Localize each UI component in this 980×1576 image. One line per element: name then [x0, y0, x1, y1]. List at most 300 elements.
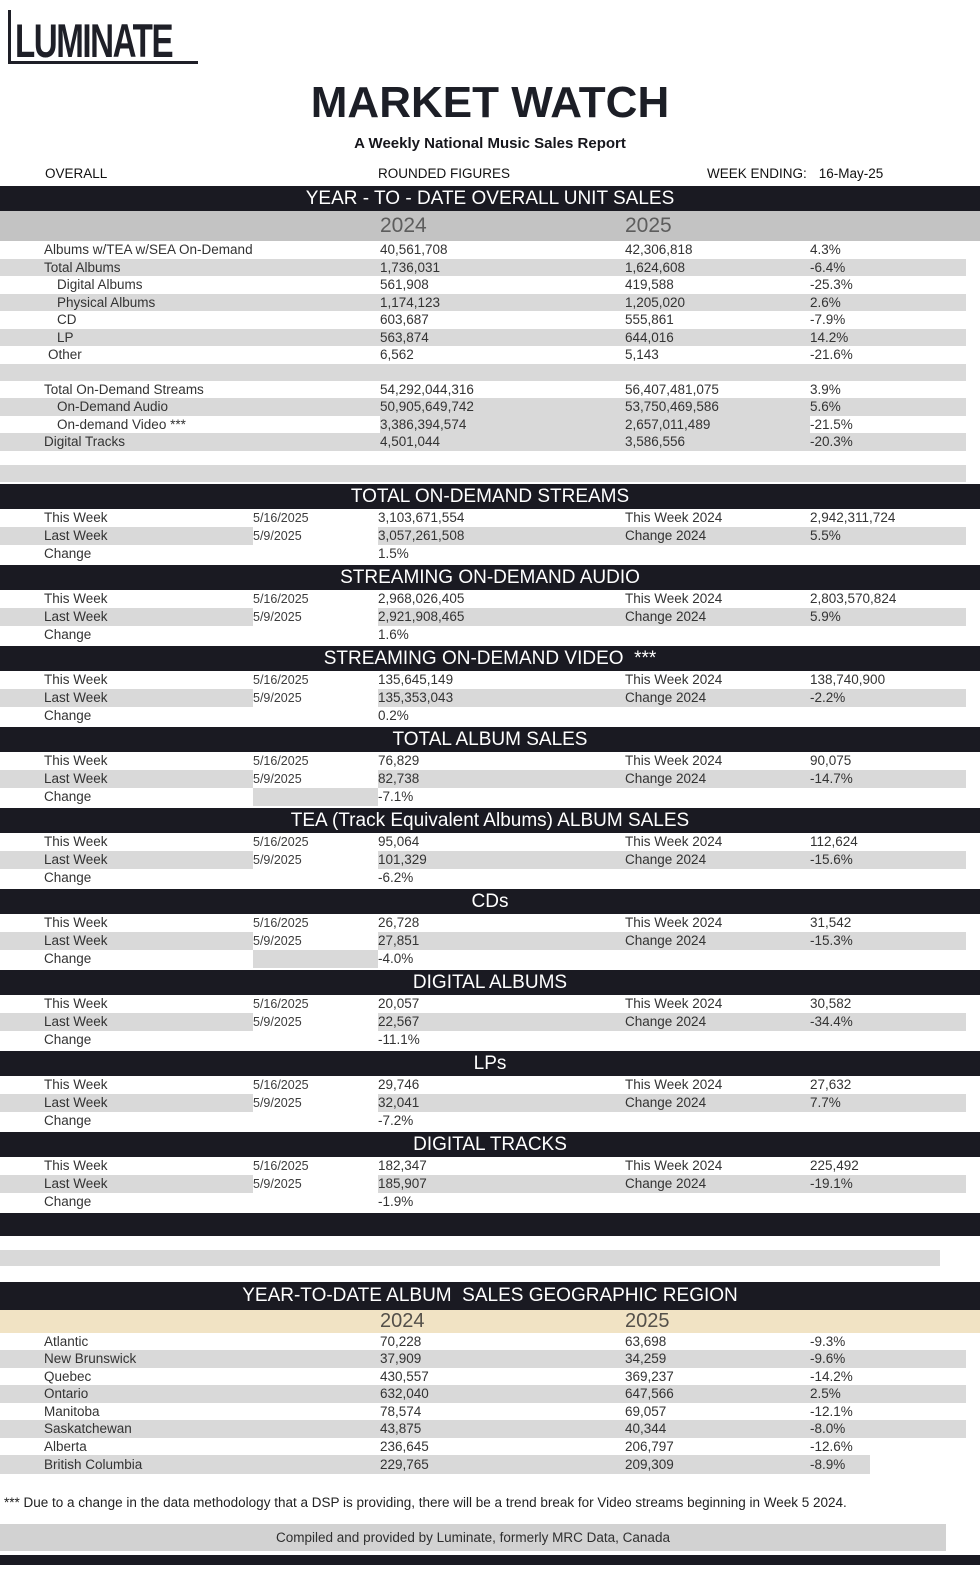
table-row	[0, 381, 966, 399]
spacer-row	[0, 451, 966, 465]
region-label: Saskatchewan	[44, 1421, 132, 1436]
footer-credit: Compiled and provided by Luminate, formerly MRC Data, Canada	[0, 1524, 946, 1551]
pct-change: -8.9%	[810, 1457, 846, 1472]
change-value: -7.2%	[378, 1112, 414, 1128]
change-date-cell	[253, 1112, 378, 1130]
value-2024: 6,562	[380, 347, 414, 362]
value-2024: 603,687	[380, 312, 429, 327]
weekly-section	[0, 646, 980, 725]
row-change	[0, 869, 966, 887]
bottom-bar	[0, 1555, 980, 1565]
row-label: Albums w/TEA w/SEA On-Demand	[44, 242, 253, 257]
weekly-sections	[0, 484, 980, 1211]
rounded-figures-label: ROUNDED FIGURES	[377, 166, 510, 181]
value-2024: 236,645	[380, 1438, 429, 1454]
this-week-label: This Week	[44, 752, 108, 768]
geo-row	[0, 1333, 966, 1351]
value-2025: 644,016	[625, 329, 674, 345]
empty-cell	[810, 1112, 966, 1130]
change-value: 1.6%	[378, 626, 409, 642]
geo-row	[0, 1455, 870, 1474]
this-week-value: 135,645,149	[378, 671, 454, 687]
pct-change: 2.6%	[810, 294, 841, 310]
weekly-section	[0, 565, 980, 644]
last-week-value: 185,907	[378, 1175, 427, 1191]
pct-change: 3.9%	[810, 381, 841, 397]
change-label: Change	[44, 1193, 92, 1209]
weekly-section	[0, 808, 980, 887]
last-week-label: Last Week	[44, 851, 108, 867]
this-week-value: 29,746	[378, 1076, 420, 1092]
week-ending-label: WEEK ENDING:	[707, 166, 807, 181]
value-2024: 563,874	[380, 329, 429, 345]
empty-cell	[810, 1031, 966, 1049]
change-2024-value: 7.7%	[810, 1094, 841, 1110]
value-2025: 42,306,818	[625, 242, 693, 257]
last-week-value: 135,353,043	[378, 689, 454, 705]
change-2024-value: -15.6%	[810, 851, 853, 867]
last-week-value: 27,851	[378, 932, 420, 948]
table-row	[0, 241, 966, 259]
geo-banner: YEAR-TO-DATE ALBUM SALES GEOGRAPHIC REGION	[0, 1282, 980, 1310]
region-label: Alberta	[44, 1438, 87, 1454]
weekly-section	[0, 727, 980, 806]
change-2024-label: Change 2024	[625, 527, 707, 543]
change-2024-label: Change 2024	[625, 932, 707, 948]
change-2024-value: 5.5%	[810, 527, 841, 543]
geo-row	[0, 1350, 966, 1368]
this-week-value: 182,347	[378, 1157, 427, 1173]
change-2024-label: Change 2024	[625, 770, 707, 786]
last-week-date: 5/9/2025	[253, 1175, 378, 1193]
last-week-value: 2,921,908,465	[378, 608, 465, 624]
row-label: On-demand Video ***	[57, 416, 186, 432]
change-2024-value: -34.4%	[810, 1013, 853, 1029]
row-this-week	[0, 671, 966, 689]
this-week-value: 76,829	[378, 752, 420, 768]
value-2025: 419,588	[625, 277, 674, 292]
last-week-date: 5/9/2025	[253, 608, 378, 626]
pct-change: 2.5%	[810, 1386, 841, 1401]
last-week-date: 5/9/2025	[253, 1013, 378, 1031]
empty-cell	[625, 950, 810, 968]
spacer-row	[0, 364, 966, 381]
change-date-cell	[253, 545, 378, 563]
change-label: Change	[44, 1112, 92, 1128]
section-banner: CDs	[0, 889, 980, 914]
this-week-value: 3,103,671,554	[378, 509, 465, 525]
region-label: Ontario	[44, 1386, 89, 1401]
row-this-week	[0, 509, 966, 527]
value-2025: 40,344	[625, 1421, 667, 1436]
value-2024: 561,908	[380, 277, 429, 292]
value-2024: 37,909	[380, 1351, 422, 1366]
value-2025: 63,698	[625, 1333, 667, 1349]
value-2024: 1,174,123	[380, 294, 441, 310]
value-2024: 70,228	[380, 1333, 422, 1349]
this-week-2024-label: This Week 2024	[625, 914, 723, 930]
row-label: Physical Albums	[57, 294, 156, 310]
value-2024: 78,574	[380, 1403, 422, 1419]
change-value: 0.2%	[378, 707, 409, 723]
last-week-value: 22,567	[378, 1013, 420, 1029]
geo-row	[0, 1403, 966, 1421]
this-week-date: 5/16/2025	[253, 1077, 309, 1092]
row-label: LP	[57, 329, 74, 345]
table-row	[0, 259, 966, 277]
week-ending-value: 16-May-25	[818, 166, 884, 181]
this-week-2024-label: This Week 2024	[625, 509, 723, 525]
last-week-value: 3,057,261,508	[378, 527, 465, 543]
change-date-cell	[253, 626, 378, 644]
pct-change: -8.0%	[810, 1421, 846, 1436]
value-2025: 209,309	[625, 1457, 674, 1472]
this-week-date: 5/16/2025	[253, 672, 309, 687]
this-week-2024-label: This Week 2024	[625, 833, 723, 849]
last-week-label: Last Week	[44, 1094, 108, 1110]
change-date-cell	[253, 707, 378, 725]
empty-cell	[810, 626, 966, 644]
region-label: New Brunswick	[44, 1351, 137, 1366]
weekly-section	[0, 970, 980, 1049]
weekly-section	[0, 889, 980, 968]
footnote: *** Due to a change in the data methodology that a DSP is providing, there will be a trend break for Video streams beginning in Week 5 2024.	[4, 1495, 847, 1510]
table-row	[0, 346, 966, 364]
this-week-value: 26,728	[378, 914, 420, 930]
page-subtitle: A Weekly National Music Sales Report	[354, 135, 626, 152]
value-2025: 3,586,556	[625, 434, 686, 449]
value-2025: 647,566	[625, 1386, 674, 1401]
row-label: Total Albums	[44, 259, 121, 275]
pct-change: -25.3%	[810, 277, 853, 292]
geo-row	[0, 1385, 966, 1403]
last-week-label: Last Week	[44, 608, 108, 624]
empty-cell	[625, 707, 810, 725]
ytd-col-2024: 2024	[380, 214, 427, 237]
region-label: British Columbia	[44, 1457, 143, 1472]
week-ending	[707, 166, 883, 181]
this-week-label: This Week	[44, 914, 108, 930]
value-2025: 206,797	[625, 1438, 674, 1454]
empty-cell	[625, 1193, 810, 1211]
empty-cell	[810, 950, 966, 968]
row-last-week	[0, 1094, 966, 1112]
change-label: Change	[44, 1031, 92, 1047]
this-week-2024-label: This Week 2024	[625, 671, 723, 687]
value-2024: 40,561,708	[380, 242, 448, 257]
luminate-logo-text: LUMINATE	[15, 14, 173, 68]
row-this-week	[0, 590, 966, 608]
row-label: Digital Tracks	[44, 434, 126, 449]
geo-col-2024: 2024	[380, 1309, 425, 1332]
spacer-row	[0, 1266, 980, 1282]
row-change	[0, 788, 966, 806]
row-this-week	[0, 833, 966, 851]
geo-row	[0, 1420, 966, 1438]
change-2024-label: Change 2024	[625, 851, 707, 867]
this-week-2024-label: This Week 2024	[625, 590, 723, 606]
pct-change: -21.6%	[810, 347, 853, 362]
value-2025: 56,407,481,075	[625, 381, 719, 397]
empty-cell	[810, 788, 966, 806]
table-row	[0, 329, 966, 347]
row-change	[0, 1193, 966, 1211]
this-week-date: 5/16/2025	[253, 996, 309, 1011]
last-week-label: Last Week	[44, 1175, 108, 1191]
row-last-week	[0, 851, 966, 869]
change-date-cell	[253, 788, 378, 806]
row-last-week	[0, 689, 966, 707]
this-week-date: 5/16/2025	[253, 510, 309, 525]
this-week-label: This Week	[44, 995, 108, 1011]
this-week-value: 20,057	[378, 995, 420, 1011]
last-week-label: Last Week	[44, 689, 108, 705]
change-2024-value: -14.7%	[810, 770, 853, 786]
value-2024: 4,501,044	[380, 434, 441, 449]
last-week-label: Last Week	[44, 770, 108, 786]
change-value: -1.9%	[378, 1193, 414, 1209]
empty-cell	[625, 545, 810, 563]
section-banner: TEA (Track Equivalent Albums) ALBUM SALES	[0, 808, 980, 833]
change-label: Change	[44, 707, 92, 723]
spacer-row	[0, 1236, 980, 1250]
change-2024-label: Change 2024	[625, 1175, 707, 1191]
table-row	[0, 294, 966, 312]
pct-change: -9.6%	[810, 1351, 846, 1366]
geo-row	[0, 1368, 966, 1386]
pct-change: -9.3%	[810, 1333, 846, 1349]
geo-header-band	[0, 1310, 980, 1333]
this-week-date: 5/16/2025	[253, 1158, 309, 1173]
table-row	[0, 433, 966, 451]
change-label: Change	[44, 869, 92, 885]
table-row	[0, 416, 966, 434]
last-week-date: 5/9/2025	[253, 932, 378, 950]
change-label: Change	[44, 545, 92, 561]
ytd-col-2025: 2025	[625, 214, 672, 237]
row-last-week	[0, 770, 966, 788]
empty-cell	[625, 788, 810, 806]
empty-cell	[810, 545, 966, 563]
geo-col-2025: 2025	[625, 1309, 670, 1332]
last-week-label: Last Week	[44, 932, 108, 948]
this-week-2024-value: 112,624	[810, 833, 858, 849]
change-label: Change	[44, 788, 92, 804]
last-week-label: Last Week	[44, 527, 108, 543]
spacer-row	[0, 465, 966, 482]
change-value: -6.2%	[378, 869, 414, 885]
pct-change: -12.6%	[810, 1438, 853, 1454]
this-week-2024-value: 31,542	[810, 914, 852, 930]
section-banner: LPs	[0, 1051, 980, 1076]
table-row	[0, 311, 966, 329]
row-label: On-Demand Audio	[57, 399, 169, 414]
row-last-week	[0, 527, 966, 545]
change-date-cell	[253, 1193, 378, 1211]
row-change	[0, 1112, 966, 1130]
value-2024: 430,557	[380, 1368, 429, 1384]
change-2024-label: Change 2024	[625, 1013, 707, 1029]
empty-cell	[810, 707, 966, 725]
last-week-label: Last Week	[44, 1013, 108, 1029]
change-date-cell	[253, 950, 378, 968]
value-2024: 632,040	[380, 1386, 429, 1401]
this-week-label: This Week	[44, 833, 108, 849]
row-change	[0, 626, 966, 644]
spacer-row	[0, 1250, 940, 1266]
value-2025: 1,624,608	[625, 259, 686, 275]
this-week-2024-label: This Week 2024	[625, 1157, 723, 1173]
last-week-date: 5/9/2025	[253, 1094, 378, 1112]
empty-cell	[625, 869, 810, 887]
value-2024: 54,292,044,316	[380, 381, 474, 397]
this-week-2024-value: 90,075	[810, 752, 852, 768]
value-2025: 2,657,011,489	[625, 416, 810, 434]
this-week-2024-value: 30,582	[810, 995, 852, 1011]
empty-cell	[625, 626, 810, 644]
last-week-date: 5/9/2025	[253, 770, 378, 788]
this-week-2024-label: This Week 2024	[625, 1076, 723, 1092]
this-week-label: This Week	[44, 1157, 108, 1173]
row-last-week	[0, 932, 966, 950]
weekly-section	[0, 1132, 980, 1211]
page-title: MARKET WATCH	[310, 78, 670, 127]
last-week-date: 5/9/2025	[253, 851, 378, 869]
pct-change: -14.2%	[810, 1368, 853, 1384]
weekly-section	[0, 484, 980, 563]
row-this-week	[0, 752, 966, 770]
change-2024-value: -2.2%	[810, 689, 846, 705]
pct-change: -20.3%	[810, 434, 853, 449]
weekly-section	[0, 1051, 980, 1130]
empty-cell	[625, 1031, 810, 1049]
region-label: Atlantic	[44, 1333, 89, 1349]
value-2024: 43,875	[380, 1421, 422, 1436]
change-2024-value: -19.1%	[810, 1175, 853, 1191]
pct-change: 4.3%	[810, 242, 841, 257]
section-banner: DIGITAL TRACKS	[0, 1132, 980, 1157]
ytd-header-band	[0, 211, 980, 241]
this-week-2024-value: 2,942,311,724	[810, 509, 896, 525]
empty-cell	[810, 869, 966, 887]
row-label: Digital Albums	[57, 277, 143, 292]
pct-change: -6.4%	[810, 259, 846, 275]
change-value: -7.1%	[378, 788, 414, 804]
row-label: CD	[57, 312, 77, 327]
row-change	[0, 950, 966, 968]
pct-change: -12.1%	[810, 1403, 853, 1419]
change-2024-value: -15.3%	[810, 932, 853, 948]
value-2024: 50,905,649,742	[380, 399, 474, 414]
change-date-cell	[253, 869, 378, 887]
change-2024-label: Change 2024	[625, 608, 707, 624]
section-banner: TOTAL ALBUM SALES	[0, 727, 980, 752]
pct-change: 14.2%	[810, 329, 849, 345]
this-week-date: 5/16/2025	[253, 591, 309, 606]
region-label: Manitoba	[44, 1403, 100, 1419]
row-this-week	[0, 1076, 966, 1094]
this-week-2024-label: This Week 2024	[625, 752, 723, 768]
ytd-table	[0, 241, 980, 482]
this-week-2024-value: 138,740,900	[810, 671, 886, 687]
this-week-label: This Week	[44, 590, 108, 606]
this-week-value: 2,968,026,405	[378, 590, 465, 606]
row-label: Other	[48, 347, 82, 362]
pct-change: -21.5%	[810, 416, 853, 432]
table-row	[0, 398, 966, 416]
overall-label: OVERALL	[45, 166, 108, 181]
value-2024: 3,386,394,574	[380, 416, 625, 434]
this-week-label: This Week	[44, 1076, 108, 1092]
section-banner: STREAMING ON-DEMAND AUDIO	[0, 565, 980, 590]
table-row	[0, 276, 966, 294]
ytd-banner: YEAR - TO - DATE OVERALL UNIT SALES	[0, 186, 980, 211]
last-week-date: 5/9/2025	[253, 689, 378, 707]
geo-table	[0, 1333, 980, 1475]
meta-row	[0, 164, 980, 184]
change-label: Change	[44, 950, 92, 966]
empty-cell	[625, 1112, 810, 1130]
change-value: -4.0%	[378, 950, 414, 966]
last-week-value: 101,329	[378, 851, 427, 867]
luminate-logo	[8, 10, 198, 68]
section-banner: STREAMING ON-DEMAND VIDEO ***	[0, 646, 980, 671]
row-change	[0, 707, 966, 725]
row-last-week	[0, 1013, 966, 1031]
last-week-value: 32,041	[378, 1094, 420, 1110]
change-label: Change	[44, 626, 92, 642]
last-week-value: 82,738	[378, 770, 420, 786]
this-week-value: 95,064	[378, 833, 420, 849]
this-week-2024-value: 2,803,570,824	[810, 590, 897, 606]
section-banner: DIGITAL ALBUMS	[0, 970, 980, 995]
row-change	[0, 1031, 966, 1049]
divider-bar	[0, 1213, 980, 1236]
region-label: Quebec	[44, 1368, 92, 1384]
empty-cell	[810, 1193, 966, 1211]
geo-row	[0, 1438, 966, 1456]
row-last-week	[0, 608, 966, 626]
pct-change: -7.9%	[810, 312, 846, 327]
value-2025: 1,205,020	[625, 294, 686, 310]
this-week-2024-value: 27,632	[810, 1076, 852, 1092]
value-2025: 369,237	[625, 1368, 674, 1384]
this-week-date: 5/16/2025	[253, 753, 309, 768]
pct-change: 5.6%	[810, 399, 841, 414]
this-week-label: This Week	[44, 509, 108, 525]
row-change	[0, 545, 966, 563]
this-week-date: 5/16/2025	[253, 915, 309, 930]
value-2025: 69,057	[625, 1403, 667, 1419]
change-value: 1.5%	[378, 545, 409, 561]
change-date-cell	[253, 1031, 378, 1049]
row-this-week	[0, 914, 966, 932]
value-2025: 555,861	[625, 312, 674, 327]
value-2025: 34,259	[625, 1351, 667, 1366]
this-week-2024-label: This Week 2024	[625, 995, 723, 1011]
last-week-date: 5/9/2025	[253, 527, 378, 545]
change-2024-label: Change 2024	[625, 1094, 707, 1110]
this-week-date: 5/16/2025	[253, 834, 309, 849]
section-banner: TOTAL ON-DEMAND STREAMS	[0, 484, 980, 509]
change-2024-label: Change 2024	[625, 689, 707, 705]
row-label: Total On-Demand Streams	[44, 381, 204, 397]
value-2024: 229,765	[380, 1457, 429, 1472]
row-this-week	[0, 1157, 966, 1175]
this-week-2024-value: 225,492	[810, 1157, 859, 1173]
row-last-week	[0, 1175, 966, 1193]
change-value: -11.1%	[378, 1031, 420, 1047]
